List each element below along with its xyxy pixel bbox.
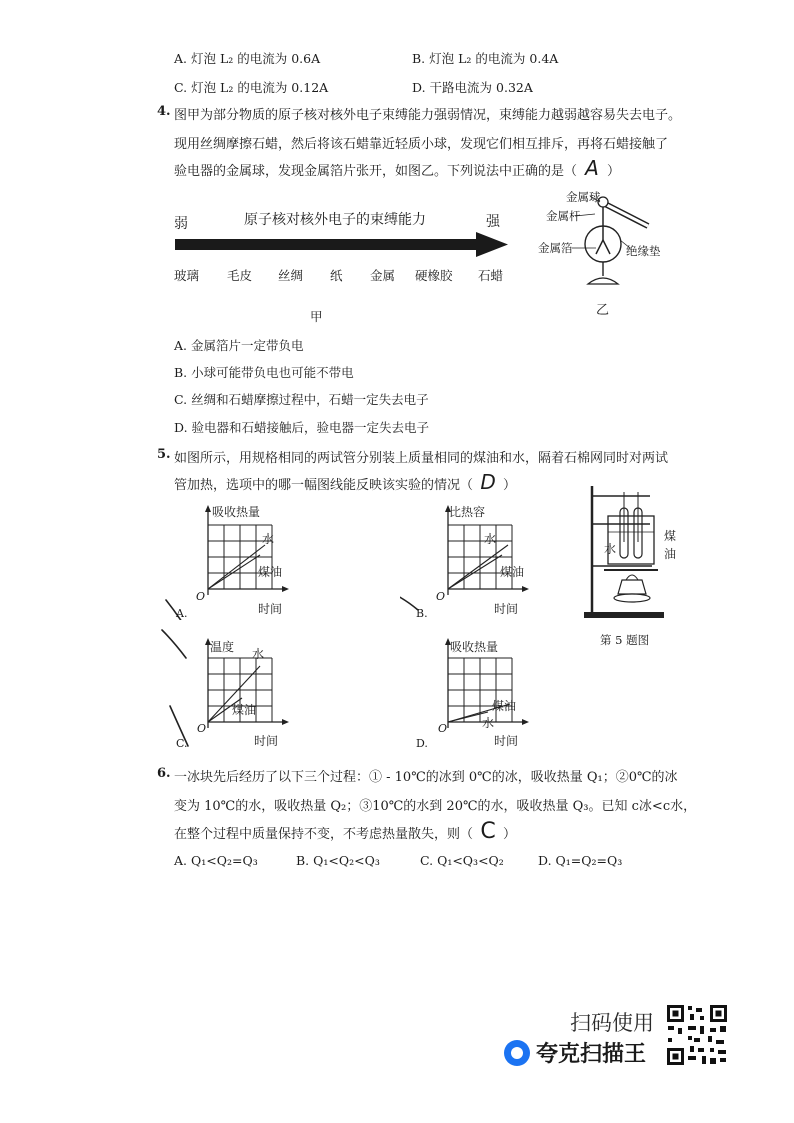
fig-yi-caption: 乙 <box>596 303 610 318</box>
q5-stem-line1: 如图所示，用规格相同的两试管分别装上质量相同的煤油和水，隔着石棉网同时对两试 <box>174 451 669 466</box>
q6-option-c: C. Q₁<Q₃<Q₂ <box>420 853 504 868</box>
q5-number: 5. <box>157 447 171 462</box>
fig-jia-material: 丝绸 <box>278 268 304 283</box>
q5-apparatus-kerosene: 煤 <box>664 529 677 543</box>
q5-handwritten-answer: D <box>480 470 496 494</box>
q6-option-b: B. Q₁<Q₂<Q₃ <box>296 853 380 868</box>
q5-graph-b-line1: 水 <box>484 532 497 546</box>
q5-graph-b-line2: 煤油 <box>500 565 525 579</box>
fig-jia-material: 毛皮 <box>227 268 253 283</box>
q5-graph-c-line1: 水 <box>252 647 265 661</box>
q5-apparatus-figure <box>578 482 668 622</box>
fig-yi-label-pad: 绝缘垫 <box>626 244 661 258</box>
fig-jia-title: 原子核对核外电子的束缚能力 <box>244 212 426 228</box>
q5-graph-a-line1: 水 <box>262 532 275 546</box>
q5-graph-c-line2: 煤油 <box>232 703 257 717</box>
fig-jia-material: 硬橡胶 <box>415 268 453 283</box>
watermark-scan-text: 扫码使用 <box>570 1011 654 1035</box>
q5-graph-d-origin: O <box>438 722 448 735</box>
quark-logo-icon <box>504 1040 530 1066</box>
fig-yi-label-rod: 金属杆 <box>546 209 581 223</box>
q5-graph-d-line1: 煤油 <box>492 699 517 713</box>
q4-option-c: C. 丝绸和石蜡摩擦过程中，石蜡一定失去电子 <box>174 392 429 407</box>
fig-jia-material: 玻璃 <box>174 268 200 283</box>
q5-graph-a-option: A. <box>176 607 188 620</box>
qr-code-icon[interactable] <box>666 1004 728 1066</box>
fig-jia-caption: 甲 <box>310 309 323 324</box>
q6-stem-line2: 变为 10℃的水，吸收热量 Q₂；③10℃的水到 20℃的水，吸收热量 Q₃。已知 c冰<c水， <box>174 799 697 814</box>
q5-stem-line2: 管加热，选项中的哪一幅图线能反映该实验的情况（ D ） <box>174 470 517 494</box>
watermark-brand: 夸克扫描王 <box>536 1042 647 1067</box>
q4-stem-line3: 验电器的金属球，发现金属箔片张开，如图乙。下列说法中正确的是（ A ） <box>174 156 621 180</box>
q4-number: 4. <box>157 104 171 119</box>
q5-graph-a-origin: O <box>196 590 206 603</box>
q5-graph-a-xlabel: 时间 <box>258 602 283 616</box>
q4-handwritten-answer: A <box>585 156 599 180</box>
q4-option-a: A. 金属箔片一定带负电 <box>174 338 304 353</box>
q3-option-a: A. 灯泡 L₂ 的电流为 0.6A <box>174 51 321 66</box>
q5-graph-d-xlabel: 时间 <box>494 734 519 748</box>
q6-stem-line3: 在整个过程中质量保持不变，不考虑热量散失，则（ C ） <box>174 819 517 844</box>
q6-handwritten-answer: C <box>480 819 496 844</box>
q5-graph-d-option: D. <box>416 737 428 750</box>
q6-option-a: A. Q₁<Q₂=Q₃ <box>174 853 258 868</box>
q6-option-d: D. Q₁=Q₂=Q₃ <box>538 853 623 868</box>
q3-option-c: C. 灯泡 L₂ 的电流为 0.12A <box>174 80 329 95</box>
q5-graph-c-ylabel: 温度 <box>210 640 235 654</box>
q5-graph-b-option: B. <box>416 607 428 620</box>
q4-option-b: B. 小球可能带负电也可能不带电 <box>174 365 354 380</box>
fig-jia-arrow <box>170 230 515 260</box>
q5-graph-d-ylabel: 吸收热量 <box>450 640 499 654</box>
q4-stem-line2: 现用丝绸摩擦石蜡，然后将该石蜡靠近轻质小球，发现它们相互排斥，再将石蜡接触了 <box>174 137 669 152</box>
q5-graph-a-line2: 煤油 <box>258 565 283 579</box>
q5-graph-c-origin: O <box>197 722 207 735</box>
q5-graph-c-xlabel: 时间 <box>254 734 279 748</box>
q6-number: 6. <box>157 766 171 781</box>
q5-graph-b-xlabel: 时间 <box>494 602 519 616</box>
fig-yi-label-foil: 金属箔 <box>538 241 573 255</box>
q5-apparatus-kerosene: 油 <box>664 547 677 561</box>
q3-option-b: B. 灯泡 L₂ 的电流为 0.4A <box>412 51 559 66</box>
q6-stem-line1: 一冰块先后经历了以下三个过程：① - 10℃的冰到 0℃的冰，吸收热量 Q₁；②0℃的冰 <box>174 770 678 785</box>
q5-graph-b-ylabel: 比热容 <box>449 505 486 519</box>
q4-option-d: D. 验电器和石蜡接触后，验电器一定失去电子 <box>174 420 430 435</box>
fig-yi-label-ball: 金属球 <box>566 190 601 204</box>
q4-stem-line1: 图甲为部分物质的原子核对核外电子束缚能力强弱情况，束缚能力越弱越容易失去电子。 <box>174 108 682 123</box>
q5-graph-b-origin: O <box>436 590 446 603</box>
q5-graph-a-ylabel: 吸收热量 <box>212 505 261 519</box>
q3-option-d: D. 干路电流为 0.32A <box>412 80 533 95</box>
q5-apparatus-caption: 第 5 题图 <box>600 633 650 647</box>
fig-jia-weak-label: 弱 <box>174 216 188 232</box>
fig-jia-strong-label: 强 <box>486 214 500 230</box>
fig-jia-material: 石蜡 <box>478 268 504 283</box>
q5-graph-c-option: C. <box>176 737 188 750</box>
q5-apparatus-water: 水 <box>604 542 617 556</box>
fig-jia-material: 纸 <box>330 268 343 283</box>
fig-jia-material: 金属 <box>370 268 396 283</box>
q5-graph-d-line2: 水 <box>482 716 495 730</box>
